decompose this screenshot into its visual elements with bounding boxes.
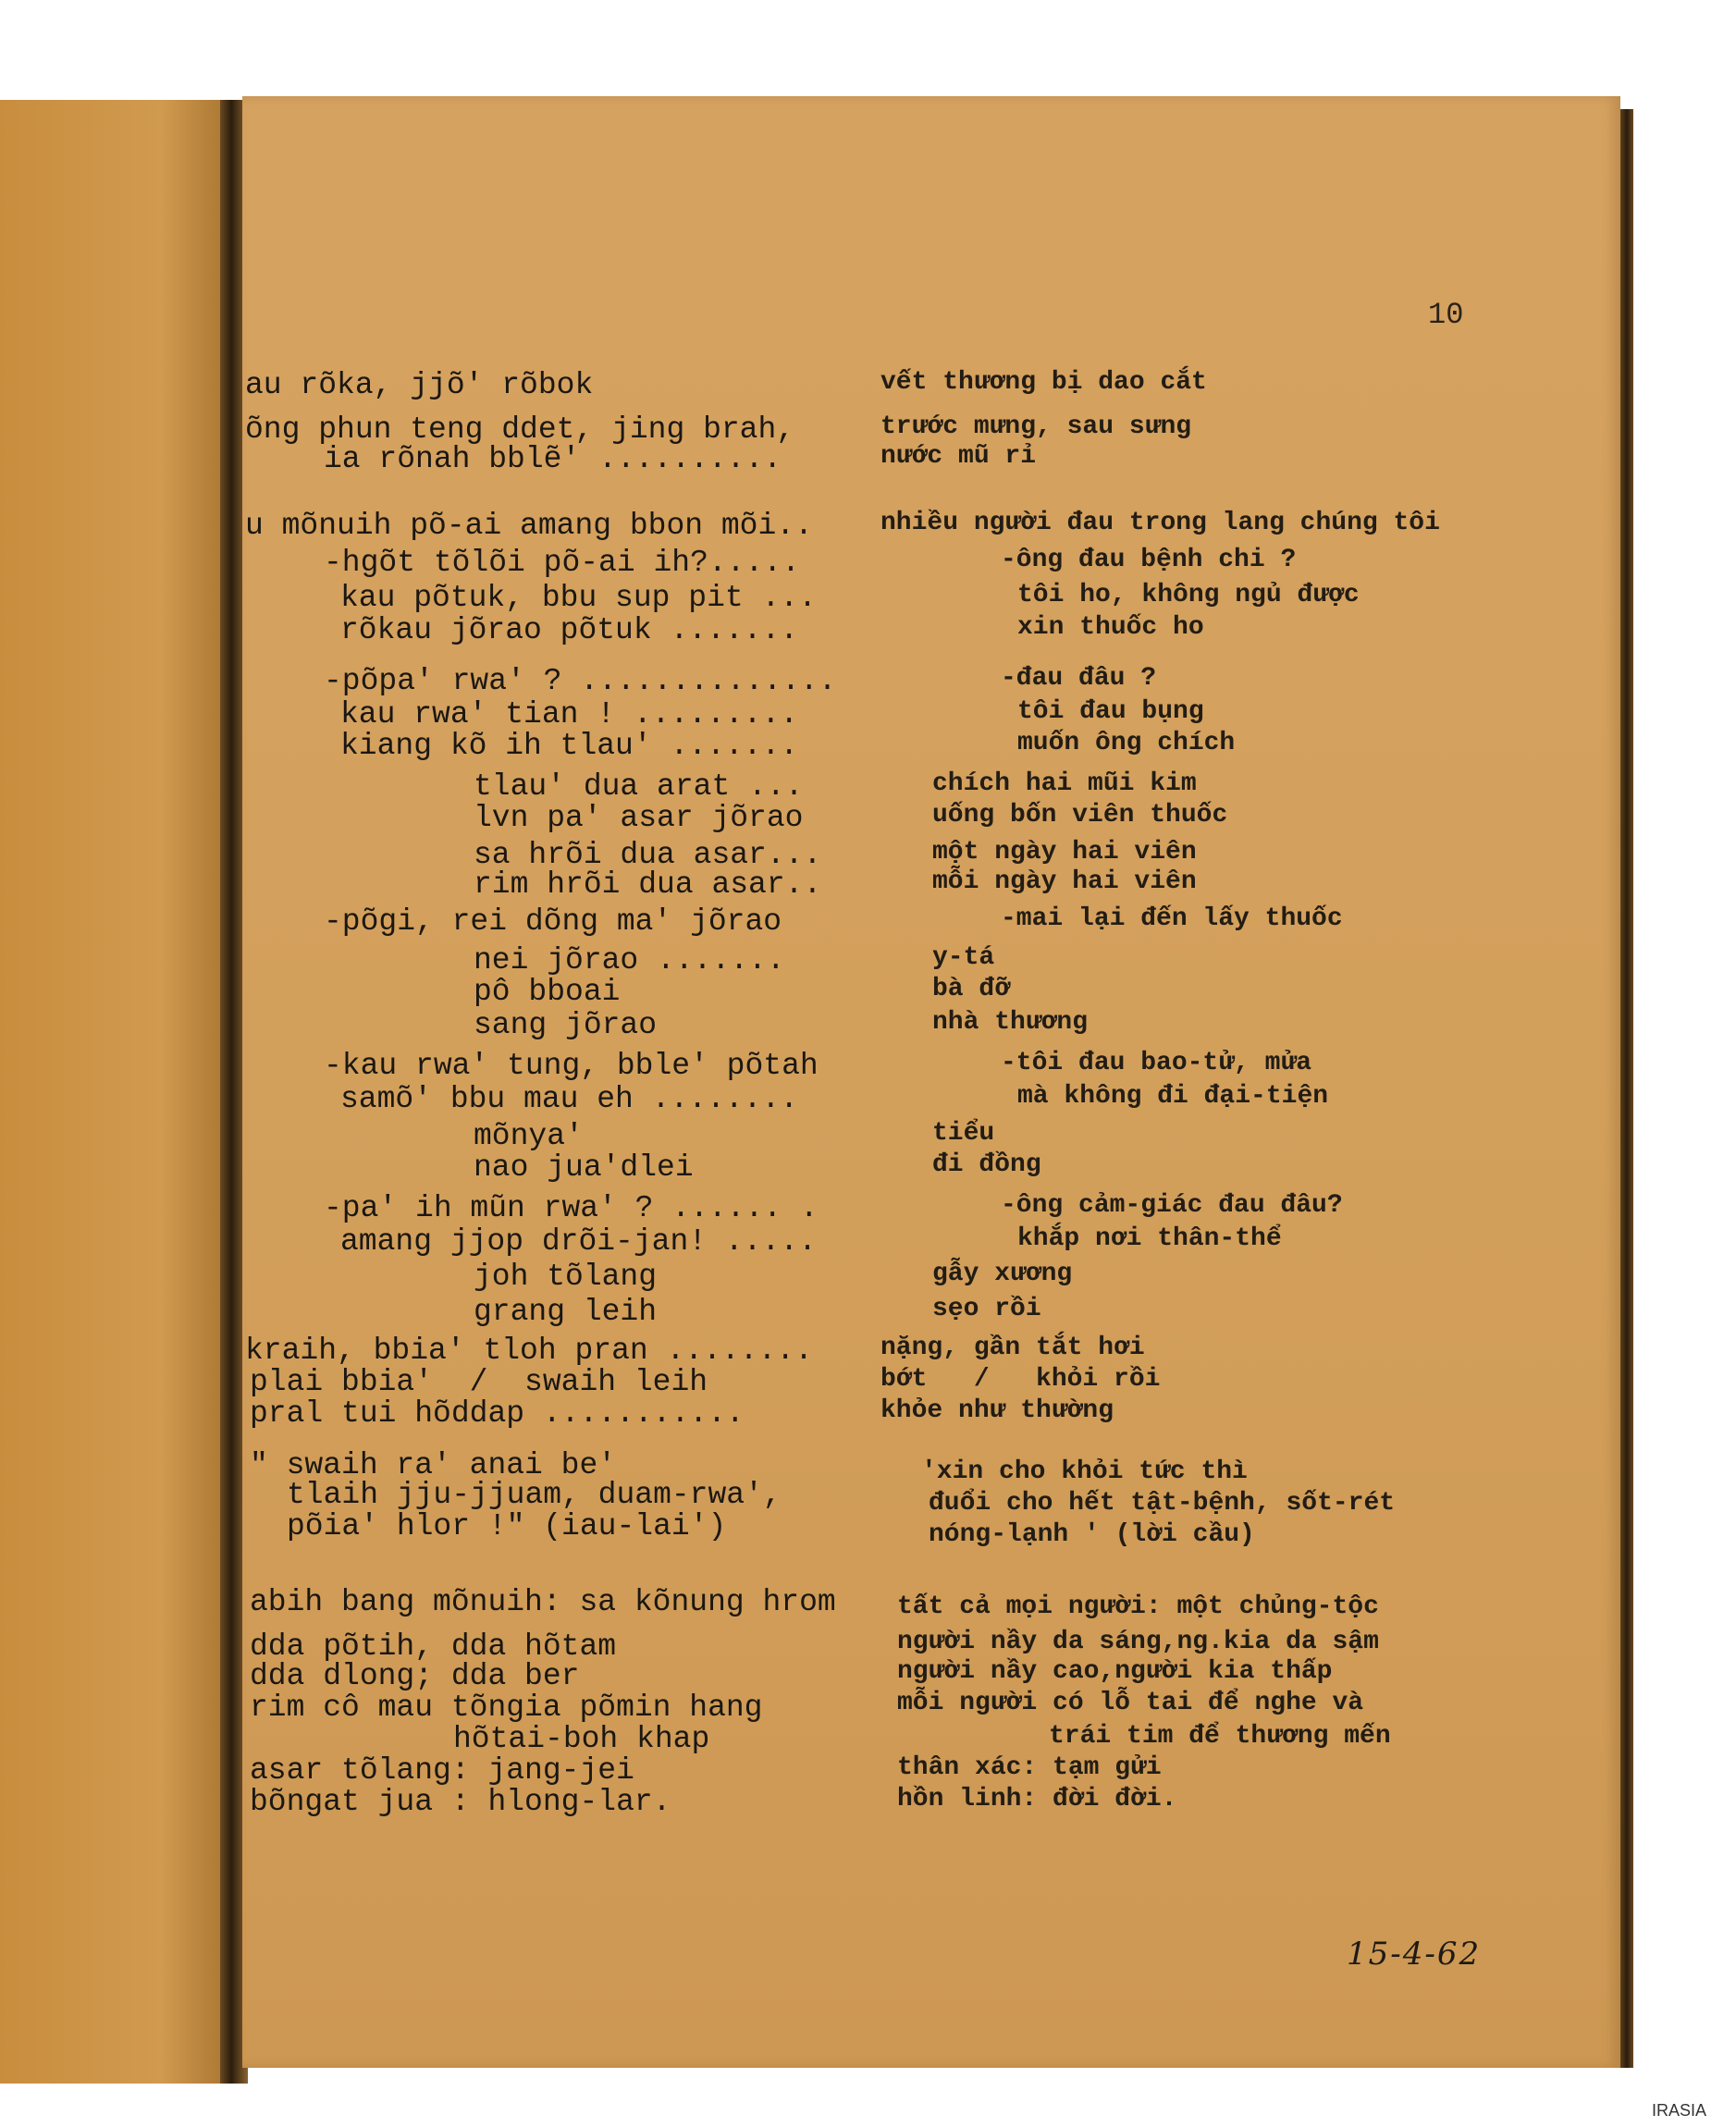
jarai-text-line: -pa' ih mũn rwa' ? ...... .	[324, 1191, 819, 1225]
vietnamese-text-line: tôi ho, không ngủ được	[1017, 581, 1360, 609]
jarai-text-line: lvn pa' asar jõrao	[474, 801, 804, 835]
jarai-text-line: mõnya'	[474, 1119, 584, 1153]
jarai-text-line: sa hrõi dua asar...	[474, 838, 822, 872]
vietnamese-text-line: nước mũ rỉ	[880, 442, 1037, 471]
jarai-text-line: kiang kõ ih tlau' .......	[340, 729, 799, 763]
jarai-text-line: amang jjop drõi-jan! .....	[340, 1224, 817, 1259]
jarai-text-line: ia rõnah bblẽ' ..........	[324, 442, 782, 476]
jarai-text-line: -põpa' rwa' ? ..............	[324, 664, 837, 698]
jarai-text-line: -hgõt tõlõi põ-ai ih?.....	[324, 546, 800, 580]
vietnamese-text-line: mà không đi đại-tiện	[1017, 1082, 1329, 1111]
jarai-text-line: rim cô mau tõngia põmin hang	[250, 1691, 763, 1725]
jarai-text-line: õng phun teng ddet, jing brah,	[245, 412, 795, 447]
vietnamese-text-line: tôi đau bụng	[1017, 697, 1204, 726]
vietnamese-text-line: đuổi cho hết tật-bệnh, sốt-rét	[929, 1489, 1396, 1518]
jarai-text-line: tlaih jju-jjuam, duam-rwa',	[287, 1478, 782, 1512]
vietnamese-text-line: nặng, gần tắt hơi	[880, 1334, 1145, 1362]
jarai-text-line: -põgi, rei dõng ma' jõrao	[324, 904, 782, 939]
jarai-text-line: põia' hlor !" (iau-lai')	[287, 1509, 727, 1543]
jarai-text-line: dda põtih, dda hõtam	[250, 1629, 617, 1664]
jarai-text-line: samõ' bbu mau eh ........	[340, 1082, 799, 1116]
jarai-text-line: sang jõrao	[474, 1008, 658, 1042]
jarai-text-line: pô bboai	[474, 975, 621, 1009]
vietnamese-text-line: xin thuốc ho	[1017, 613, 1204, 642]
vietnamese-text-line: gẫy xương	[932, 1260, 1073, 1288]
vietnamese-text-line: khắp nơi thân-thể	[1017, 1224, 1282, 1253]
vietnamese-text-line: bớt / khỏi rồi	[880, 1365, 1161, 1394]
jarai-text-line: asar tõlang: jang-jei	[250, 1753, 634, 1788]
vietnamese-text-line: tất cả mọi người: một chủng-tộc	[897, 1592, 1379, 1621]
vietnamese-text-line: nhà thương	[932, 1008, 1089, 1037]
jarai-text-line: rõkau jõrao põtuk .......	[340, 613, 799, 647]
vietnamese-text-line: thân xác: tạm gửi	[897, 1753, 1162, 1782]
left-page	[0, 100, 231, 2084]
jarai-text-line: au rõka, jjõ' rõbok	[245, 368, 594, 402]
vietnamese-text-line: 'xin cho khỏi tức thì	[921, 1457, 1248, 1486]
jarai-text-line: dda dlong; dda ber	[250, 1659, 580, 1693]
jarai-text-line: bõngat jua : hlong-lar.	[250, 1785, 671, 1819]
jarai-text-line: rim hrõi dua asar..	[474, 867, 822, 902]
jarai-text-line: plai bbia' / swaih leih	[250, 1365, 708, 1399]
vietnamese-text-line: người nầy cao,người kia thấp	[897, 1657, 1333, 1686]
vietnamese-text-line: y-tá	[932, 943, 995, 972]
vietnamese-text-line: -ông đau bệnh chi ?	[1001, 546, 1297, 574]
vietnamese-text-line: khỏe như thường	[880, 1396, 1114, 1425]
page-number: 10	[1428, 298, 1464, 332]
jarai-text-line: u mõnuih põ-ai amang bbon mõi..	[245, 509, 813, 543]
vietnamese-text-line: mỗi người có lỗ tai để nghe và	[897, 1689, 1364, 1717]
vietnamese-text-line: hồn linh: đời đời.	[897, 1785, 1177, 1813]
credit-label: IRASIA	[1652, 2101, 1707, 2120]
jarai-text-line: " swaih ra' anai be'	[250, 1448, 617, 1482]
jarai-text-line: kau põtuk, bbu sup pit ...	[340, 581, 817, 615]
vietnamese-text-line: người nầy da sáng,ng.kia da sậm	[897, 1628, 1379, 1656]
vietnamese-text-line: sẹo rồi	[932, 1295, 1041, 1323]
vietnamese-text-line: nhiều người đau trong lang chúng tôi	[880, 509, 1440, 537]
jarai-text-line: pral tui hõddap ...........	[250, 1396, 745, 1431]
jarai-text-line: nao jua'dlei	[474, 1150, 694, 1185]
vietnamese-text-line: uống bốn viên thuốc	[932, 801, 1228, 830]
vietnamese-text-line: -ông cảm-giác đau đâu?	[1001, 1191, 1343, 1220]
vietnamese-text-line: trước mưng, sau sưng	[880, 412, 1192, 441]
vietnamese-text-line: mỗi ngày hai viên	[932, 867, 1197, 896]
vietnamese-text-line: một ngày hai viên	[932, 838, 1197, 867]
vietnamese-text-line: -đau đâu ?	[1001, 664, 1157, 693]
vietnamese-text-line: bà đỡ	[932, 975, 1011, 1003]
page-edge	[1620, 109, 1633, 2068]
vietnamese-text-line: vết thương bị dao cắt	[880, 368, 1207, 397]
vietnamese-text-line: muốn ông chích	[1017, 729, 1236, 757]
vietnamese-text-line: đi đồng	[932, 1150, 1041, 1179]
jarai-text-line: abih bang mõnuih: sa kõnung hrom	[250, 1585, 836, 1619]
jarai-text-line: joh tõlang	[474, 1260, 658, 1294]
jarai-text-line: nei jõrao .......	[474, 943, 785, 977]
vietnamese-text-line: -tôi đau bao-tử, mửa	[1001, 1049, 1312, 1077]
jarai-text-line: grang leih	[474, 1295, 658, 1329]
vietnamese-text-line: -mai lại đến lấy thuốc	[1001, 904, 1343, 933]
handwritten-date: 15-4-62	[1347, 1936, 1482, 1973]
jarai-text-line: hõtai-boh khap	[453, 1722, 710, 1756]
vietnamese-text-line: chích hai mũi kim	[932, 769, 1197, 798]
vietnamese-text-line: nóng-lạnh ' (lời cầu)	[929, 1520, 1255, 1549]
vietnamese-text-line: trái tim để thương mến	[1049, 1722, 1391, 1751]
jarai-text-line: -kau rwa' tung, bble' põtah	[324, 1049, 819, 1083]
vietnamese-text-line: tiểu	[932, 1119, 995, 1148]
jarai-text-line: kau rwa' tian ! .........	[340, 697, 799, 732]
jarai-text-line: kraih, bbia' tloh pran ........	[245, 1334, 813, 1368]
jarai-text-line: tlau' dua arat ...	[474, 769, 804, 804]
